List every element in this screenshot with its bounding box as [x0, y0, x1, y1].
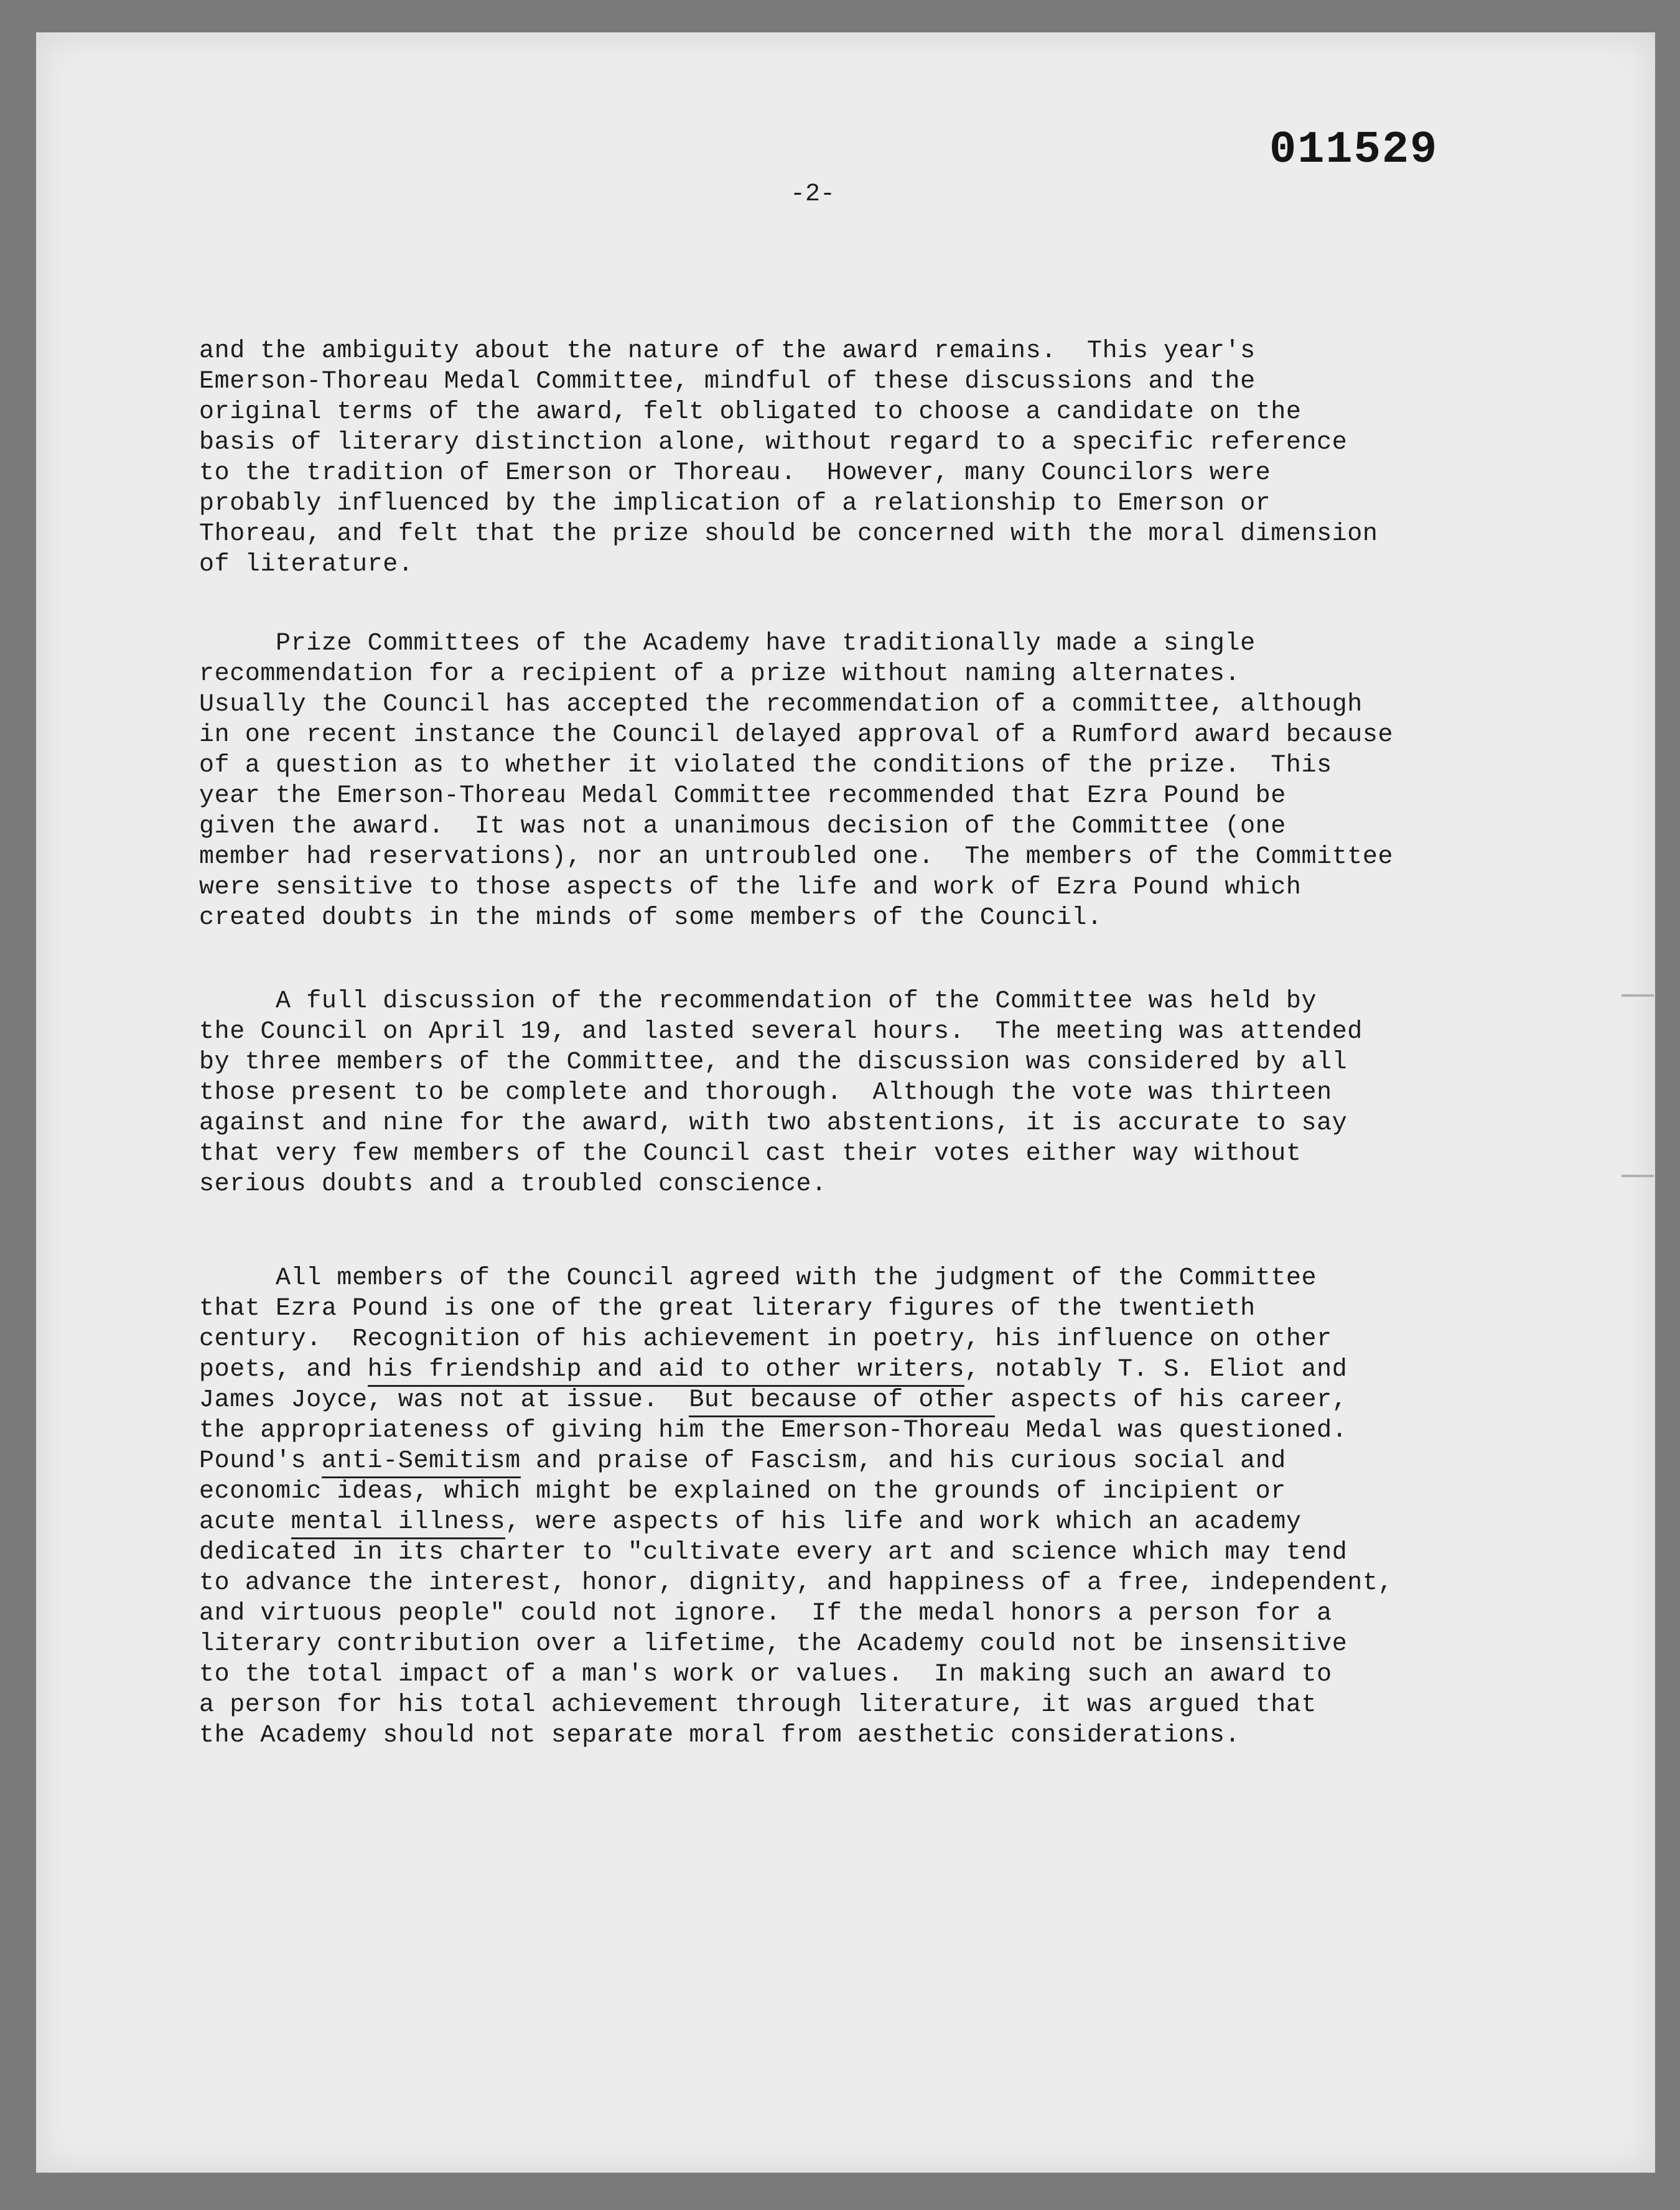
text-line: century. Recognition of his achievement in poetry, his influence on other — [199, 1325, 1332, 1353]
handwritten-underline: his friendship and aid to other writers — [368, 1356, 965, 1387]
paragraph-3 — [199, 986, 1456, 1200]
text-line: that very few members of the Council cast their votes either way without — [199, 1140, 1302, 1168]
text-line: by three members of the Committee, and the discussion was considered by all — [199, 1048, 1348, 1076]
text-line: Emerson-Thoreau Medal Committee, mindful of these discussions and the — [199, 368, 1256, 396]
text-line: original terms of the award, felt obligated to choose a candidate on the — [199, 398, 1302, 426]
text-line: Prize Committees of the Academy have traditionally made a single — [199, 630, 1256, 658]
text-line: and the ambiguity about the nature of the award remains. This year's — [199, 337, 1256, 365]
text-line: and virtuous people" could not ignore. If the medal honors a person for a — [199, 1600, 1332, 1628]
text-segment: poets, and — [199, 1356, 368, 1384]
page-number: -2- — [790, 180, 836, 208]
text-line: against and nine for the award, with two abstentions, it is accurate to say — [199, 1109, 1348, 1137]
text-segment: acute — [199, 1508, 291, 1536]
paragraph-1 — [199, 336, 1456, 580]
text-line: a person for his total achievement through literature, it was argued that — [199, 1691, 1317, 1719]
text-line: in one recent instance the Council delayed approval of a Rumford award because — [199, 721, 1394, 749]
text-line: member had reservations), nor an untroubled one. The members of the Committee — [199, 843, 1394, 871]
handwritten-underline: mental illness — [291, 1508, 505, 1539]
text-line: economic ideas, which might be explained on the grounds of incipient or — [199, 1478, 1286, 1506]
text-line: the Council on April 19, and lasted several hours. The meeting was attended — [199, 1018, 1363, 1046]
handwritten-underline: anti-Semitism — [322, 1447, 521, 1478]
text-line — [199, 1385, 1456, 1415]
text-line: Usually the Council has accepted the recommendation of a committee, although — [199, 691, 1363, 719]
text-line: dedicated in its charter to "cultivate every art and science which may tend — [199, 1539, 1348, 1567]
document-id-number: 011529 — [1269, 124, 1439, 175]
paragraph-2 — [199, 628, 1456, 933]
text-line: of a question as to whether it violated the conditions of the prize. This — [199, 752, 1332, 780]
text-line: the appropriateness of giving him the Emerson-Thoreau Medal was questioned. — [199, 1417, 1348, 1445]
text-line: given the award. It was not a unanimous decision of the Committee (one — [199, 813, 1286, 841]
text-line: A full discussion of the recommendation of the Committee was held by — [199, 987, 1317, 1015]
text-line: probably influenced by the implication of a relationship to Emerson or — [199, 490, 1271, 518]
text-line: basis of literary distinction alone, without regard to a specific reference — [199, 429, 1348, 457]
text-line: created doubts in the minds of some members of the Council. — [199, 904, 1103, 932]
text-line — [199, 1446, 1456, 1476]
text-segment: aspects of his career, — [995, 1386, 1348, 1414]
text-line: that Ezra Pound is one of the great literary figures of the twentieth — [199, 1295, 1256, 1323]
text-line: Thoreau, and felt that the prize should be concerned with the moral dimension — [199, 520, 1378, 548]
text-line: to advance the interest, honor, dignity, and happiness of a free, independent, — [199, 1569, 1394, 1597]
text-line: of literature. — [199, 551, 414, 579]
text-segment: , were aspects of his life and work which an academy — [505, 1508, 1302, 1536]
text-segment: James Joyce, was not at issue. — [199, 1386, 689, 1414]
text-line: those present to be complete and thorough. Although the vote was thirteen — [199, 1079, 1332, 1107]
paragraph-4 — [199, 1263, 1456, 1751]
text-line: serious doubts and a troubled conscience. — [199, 1170, 827, 1198]
text-line — [199, 1507, 1456, 1537]
handwritten-underline: But because of other — [689, 1386, 995, 1417]
scan-edge-mark — [1622, 994, 1654, 997]
text-line: year the Emerson-Thoreau Medal Committee recommended that Ezra Pound be — [199, 782, 1286, 810]
text-segment: Pound's — [199, 1447, 322, 1475]
scan-edge-mark — [1622, 1175, 1654, 1177]
text-segment: and praise of Fascism, and his curious social and — [520, 1447, 1286, 1475]
text-line: the Academy should not separate moral from aesthetic considerations. — [199, 1722, 1241, 1750]
text-line — [199, 1354, 1456, 1385]
text-line: were sensitive to those aspects of the life and work of Ezra Pound which — [199, 874, 1302, 902]
text-line: recommendation for a recipient of a prize without naming alternates. — [199, 660, 1241, 688]
text-line: to the total impact of a man's work or values. In making such an award to — [199, 1661, 1332, 1689]
text-line: All members of the Council agreed with the judgment of the Committee — [199, 1264, 1317, 1292]
text-line: literary contribution over a lifetime, the Academy could not be insensitive — [199, 1630, 1348, 1658]
text-segment: , notably T. S. Eliot and — [964, 1356, 1348, 1384]
text-line: to the tradition of Emerson or Thoreau. However, many Councilors were — [199, 459, 1271, 487]
